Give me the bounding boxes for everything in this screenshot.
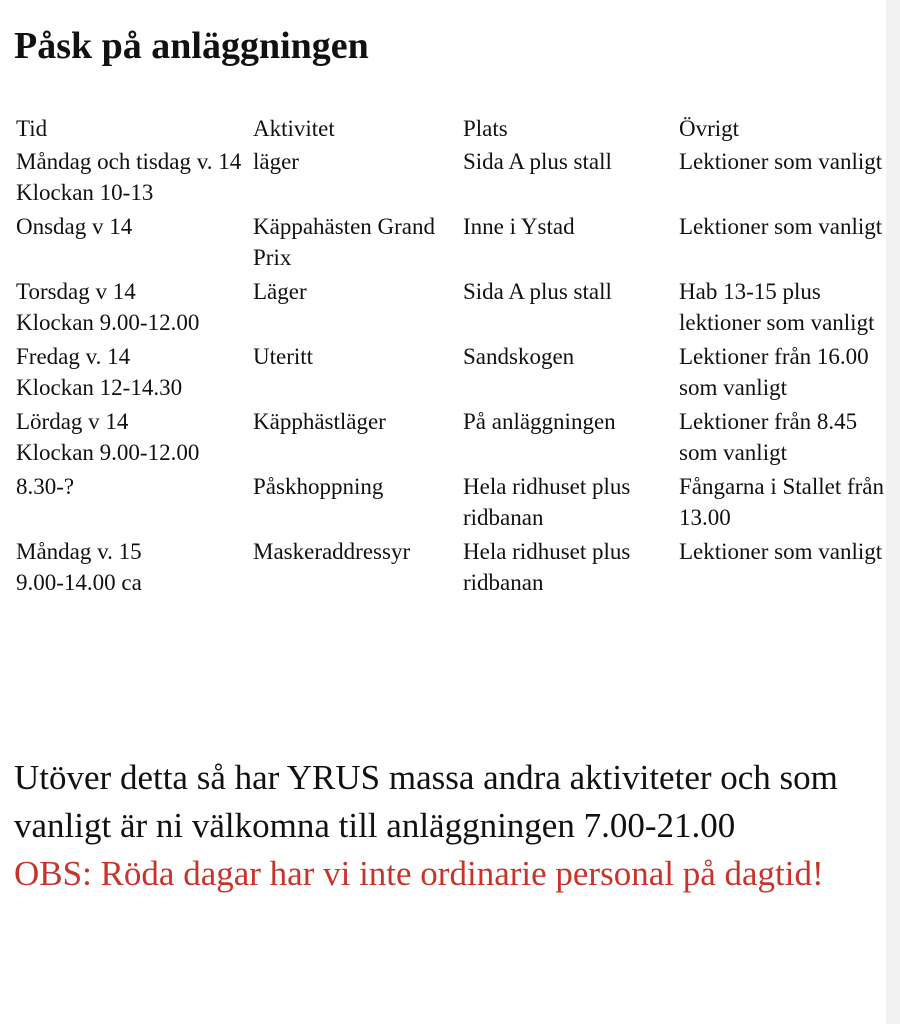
tid-line: Måndag v. 15 bbox=[16, 539, 142, 564]
tid-line: Torsdag v 14 bbox=[16, 279, 136, 304]
table-row bbox=[14, 211, 894, 276]
cell-aktivitet: Käpphästläger bbox=[253, 409, 386, 434]
header-plats: Plats bbox=[463, 116, 508, 141]
cell-plats: Sida A plus stall bbox=[463, 279, 612, 304]
cell-tid bbox=[14, 146, 251, 211]
tid-line: Lördag v 14 bbox=[16, 409, 129, 434]
tid-line: Måndag och tisdag v. 14 bbox=[16, 149, 242, 174]
cell-aktivitet: Uteritt bbox=[253, 344, 314, 369]
cell-plats: På anläggningen bbox=[463, 409, 616, 434]
tid-line: Klockan 10-13 bbox=[16, 180, 154, 205]
cell-plats: Hela ridhuset plus ridbanan bbox=[463, 474, 631, 530]
tid-line: Klockan 12-14.30 bbox=[16, 375, 183, 400]
cell-plats: Sandskogen bbox=[463, 344, 575, 369]
cell-tid bbox=[14, 276, 251, 341]
header-aktivitet: Aktivitet bbox=[253, 116, 335, 141]
table-row bbox=[14, 146, 894, 211]
cell-tid bbox=[14, 471, 251, 536]
cell-tid bbox=[14, 211, 251, 276]
cell-plats: Inne i Ystad bbox=[463, 214, 575, 239]
cell-tid bbox=[14, 406, 251, 471]
cell-tid bbox=[14, 536, 251, 601]
table-row bbox=[14, 341, 894, 406]
table-row bbox=[14, 406, 894, 471]
cell-plats: Sida A plus stall bbox=[463, 149, 612, 174]
table-header-row bbox=[14, 113, 894, 146]
cell-aktivitet: Käppahästen Grand Prix bbox=[253, 214, 436, 270]
cell-ovrigt: Lektioner som vanligt bbox=[679, 539, 883, 564]
tid-line: 8.30-? bbox=[16, 474, 75, 499]
footer-notes bbox=[14, 754, 874, 898]
cell-aktivitet: Påskhoppning bbox=[253, 474, 384, 499]
cell-plats: Hela ridhuset plus ridbanan bbox=[463, 539, 631, 595]
cell-ovrigt: Fångarna i Stallet från 13.00 bbox=[679, 474, 885, 530]
table-row bbox=[14, 276, 894, 341]
red-days-warning: OBS: Röda dagar har vi inte ordinarie personal på dagtid! bbox=[14, 854, 824, 893]
header-tid: Tid bbox=[16, 116, 48, 141]
cell-ovrigt: Lektioner från 8.45 som vanligt bbox=[679, 409, 858, 465]
header-ovrigt: Övrigt bbox=[679, 116, 740, 141]
info-note: Utöver detta så har YRUS massa andra aktiviteter och som vanligt är ni välkomna till anläggningen 7.00-21.00 bbox=[14, 758, 838, 845]
tid-line: Klockan 9.00-12.00 bbox=[16, 440, 200, 465]
table-row bbox=[14, 471, 894, 536]
cell-tid bbox=[14, 341, 251, 406]
tid-line: Onsdag v 14 bbox=[16, 214, 133, 239]
cell-ovrigt: Lektioner som vanligt bbox=[679, 149, 883, 174]
cell-aktivitet: läger bbox=[253, 149, 299, 174]
page-title: Påsk på anläggningen bbox=[14, 25, 369, 67]
easter-schedule-table bbox=[14, 113, 894, 601]
tid-line: 9.00-14.00 ca bbox=[16, 570, 142, 595]
cell-ovrigt: Lektioner som vanligt bbox=[679, 214, 883, 239]
table-row bbox=[14, 536, 894, 601]
cell-aktivitet: Maskeraddressyr bbox=[253, 539, 411, 564]
tid-line: Klockan 9.00-12.00 bbox=[16, 310, 200, 335]
tid-line: Fredag v. 14 bbox=[16, 344, 131, 369]
cell-aktivitet: Läger bbox=[253, 279, 307, 304]
cell-ovrigt: Lektioner från 16.00 som vanligt bbox=[679, 344, 869, 400]
cell-ovrigt: Hab 13-15 plus lektioner som vanligt bbox=[679, 279, 875, 335]
